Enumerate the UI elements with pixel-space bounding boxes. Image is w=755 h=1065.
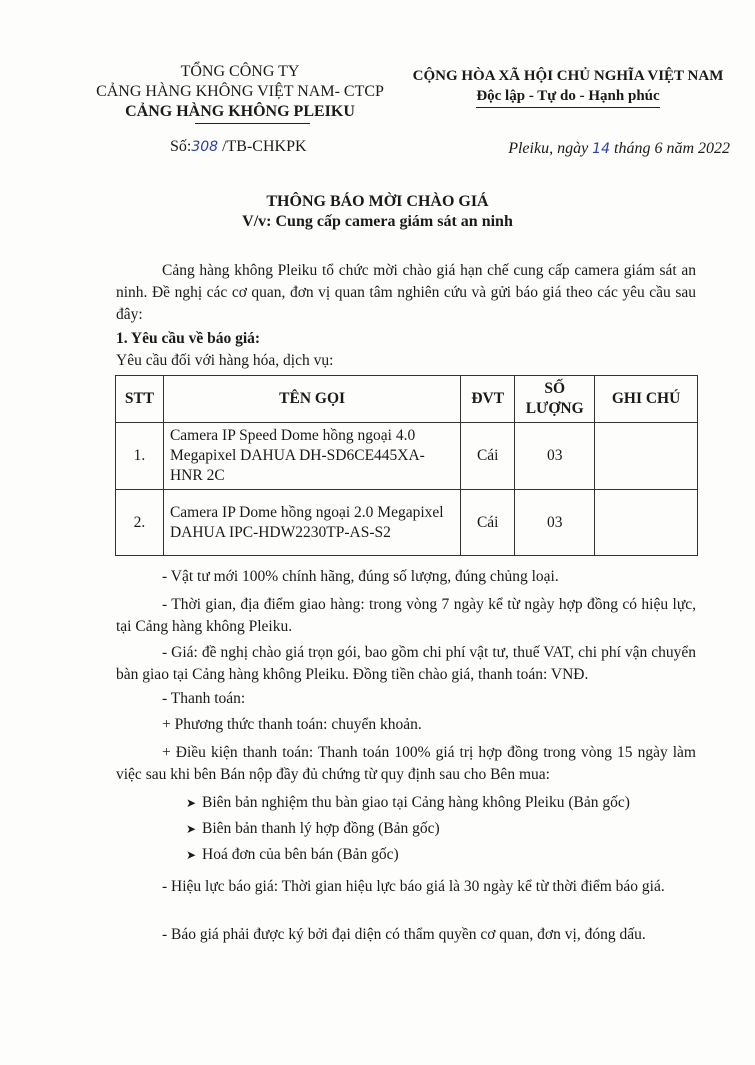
requirement-payment: - Thanh toán: [162,690,246,707]
national-motto-block [398,66,738,108]
cell-stt: 2. [116,490,164,556]
arrow-bullet-icon: ➤ [186,796,197,810]
document-list-item [186,846,399,864]
issuer-block [70,62,410,122]
header-name: TÊN GỌI [163,376,460,423]
payment-conditions: + Điều kiện thanh toán: Thanh toán 100% giá trị hợp đồng trong vòng 15 ngày làm việc sau khi bên Bán nộp đầy đủ chứng từ quy định sau cho Bên mua: [116,744,696,783]
doc-number-handwritten: 308 [191,139,219,155]
document-list-label: Biên bản nghiệm thu bàn giao tại Cảng hàng không Pleiku (Bản gốc) [202,794,630,811]
cell-stt: 1. [116,423,164,490]
requirement-quality: - Vật tư mới 100% chính hãng, đúng số lượng, đúng chủng loại. [162,568,559,585]
issuer-corporation: CẢNG HÀNG KHÔNG VIỆT NAM- CTCP [96,83,384,100]
payment-method: + Phương thức thanh toán: chuyển khoản. [162,716,422,733]
issuer-underline [195,123,310,124]
header-quantity-line1: SỐ [544,380,566,397]
document-title-block [0,192,755,232]
document-number [170,138,307,156]
document-list-label: Hoá đơn của bên bán (Bản gốc) [202,846,399,863]
intro-paragraph: Cảng hàng không Pleiku tổ chức mời chào giá hạn chế cung cấp camera giám sát an ninh. Đề nghị các cơ quan, đơn vị quan tâm nghiên cứu và gửi báo giá theo các yêu cầu sau đây: [116,262,696,323]
doc-number-prefix: Số: [170,138,192,155]
arrow-bullet-icon: ➤ [186,848,197,862]
nation-title: CỘNG HÒA XÃ HỘI CHỦ NGHĨA VIỆT NAM [412,68,724,84]
table-header-row [116,376,698,423]
document-title: THÔNG BÁO MỜI CHÀO GIÁ [266,193,489,210]
cell-name: Camera IP Speed Dome hồng ngoại 4.0 Megapixel DAHUA DH-SD6CE445XA-HNR 2C [163,423,460,490]
cell-quantity: 03 [515,423,595,490]
cell-note [595,490,698,556]
date-suffix: tháng 6 năm 2022 [610,140,730,157]
issuer-parent: TỔNG CÔNG TY [180,63,300,80]
date-prefix: Pleiku, ngày [508,140,593,157]
header-quantity [515,376,595,423]
quote-signature-requirement: - Báo giá phải được ký bởi đại diện có thẩm quyền cơ quan, đơn vị, đóng dấu. [162,926,646,943]
document-subject: V/v: Cung cấp camera giám sát an ninh [242,213,513,230]
cell-unit: Cái [461,490,515,556]
table-row [116,490,698,556]
doc-number-suffix: /TB-CHKPK [218,138,307,155]
quote-validity: - Hiệu lực báo giá: Thời gian hiệu lực báo giá là 30 ngày kể từ thời điểm báo giá. [162,878,665,895]
header-stt: STT [116,376,164,423]
issuer-name: CẢNG HÀNG KHÔNG PLEIKU [125,103,355,120]
table-row [116,423,698,490]
header-note: GHI CHÚ [595,376,698,423]
cell-name: Camera IP Dome hồng ngoại 2.0 Megapixel DAHUA IPC-HDW2230TP-AS-S2 [163,490,460,556]
document-date [508,140,730,158]
date-handwritten-day: 14 [592,141,610,157]
cell-note [595,423,698,490]
arrow-bullet-icon: ➤ [186,822,197,836]
document-list-label: Biên bản thanh lý hợp đồng (Bản gốc) [202,820,440,837]
cell-quantity: 03 [515,490,595,556]
requirement-delivery: - Thời gian, địa điểm giao hàng: trong vòng 7 ngày kể từ ngày hợp đồng có hiệu lực, tại Cảng hàng không Pleiku. [116,596,696,635]
section-1-subheading: Yêu cầu đối với hàng hóa, dịch vụ: [116,352,334,369]
cell-unit: Cái [461,423,515,490]
header-unit: ĐVT [461,376,515,423]
nation-motto: Độc lập - Tự do - Hạnh phúc [476,86,659,108]
document-list-item [186,794,630,812]
header-quantity-line2: LƯỢNG [525,400,584,417]
document-list-item [186,820,440,838]
items-table [115,375,698,556]
requirement-price: - Giá: đề nghị chào giá trọn gói, bao gồm chi phí vật tư, thuế VAT, chi phí vận chuyển bàn giao tại Cảng hàng không Pleiku. Đồng tiền chào giá, thanh toán: VNĐ. [116,644,696,683]
section-1-heading: 1. Yêu cầu về báo giá: [116,330,261,347]
